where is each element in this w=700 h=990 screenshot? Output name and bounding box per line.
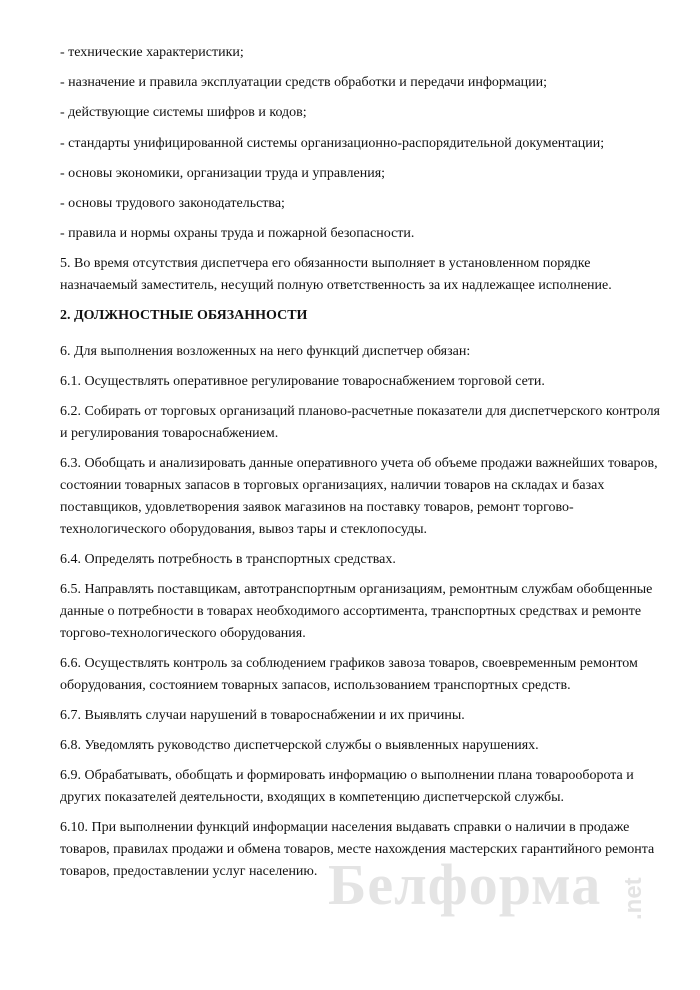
paragraph-line: 6. Для выполнения возложенных на него функций диспетчер обязан: bbox=[60, 344, 471, 360]
paragraph bbox=[60, 373, 660, 391]
duties-paragraphs bbox=[60, 343, 660, 881]
paragraph bbox=[60, 737, 660, 755]
paragraph-line: 6.2. Собирать от торговых организаций планово-расчетные показатели для диспетчерского контроля bbox=[60, 404, 660, 420]
paragraph-line: 6.1. Осуществлять оперативное регулирование товароснабжением торговой сети. bbox=[60, 374, 545, 390]
paragraph bbox=[60, 655, 660, 695]
paragraph-line: 6.5. Направлять поставщикам, автотранспортным организациям, ремонтным службам обобщенные bbox=[60, 582, 653, 598]
requirements-list bbox=[60, 44, 660, 243]
paragraph-line: 6.8. Уведомлять руководство диспетчерской службы о выявленных нарушениях. bbox=[60, 738, 539, 754]
paragraph-line: товаров, правилах продажи и обмена товаров, месте нахождения мастерских гарантийного ремонта bbox=[60, 842, 655, 858]
paragraph bbox=[60, 343, 660, 361]
list-item: - основы трудового законодательства; bbox=[60, 195, 285, 211]
paragraph-line: 6.3. Обобщать и анализировать данные оперативного учета об объеме продажи важнейших товаров, bbox=[60, 456, 658, 472]
paragraph-line: оборудования, состоянием товарных запасов, использованием транспортных средств. bbox=[60, 678, 571, 694]
paragraph-line: торгово-технологического оборудования. bbox=[60, 626, 306, 642]
paragraph-line: 5. Во время отсутствия диспетчера его обязанности выполняет в установленном порядке bbox=[60, 256, 591, 272]
intro-paragraphs bbox=[60, 255, 660, 295]
paragraph bbox=[60, 403, 660, 443]
paragraph-line: 6.7. Выявлять случаи нарушений в товароснабжении и их причины. bbox=[60, 708, 465, 724]
list-item: - действующие системы шифров и кодов; bbox=[60, 105, 307, 121]
paragraph bbox=[60, 551, 660, 569]
watermark-logo-suffix: .net bbox=[620, 877, 647, 920]
paragraph-line: данные о потребности в товарах необходимого ассортимента, транспортных средствах и ремонте bbox=[60, 604, 642, 620]
list-item: - технические характеристики; bbox=[60, 45, 244, 60]
paragraph-line: 6.4. Определять потребность в транспортных средствах. bbox=[60, 552, 396, 568]
paragraph bbox=[60, 767, 660, 807]
paragraph-line: других показателей деятельности, входящих в компетенцию диспетчерской службы. bbox=[60, 790, 565, 806]
section-heading: 2. ДОЛЖНОСТНЫЕ ОБЯЗАННОСТИ bbox=[60, 308, 308, 324]
paragraph-line: поставщиков, удовлетворения заявок магазинов на поставку товаров, ремонт торгово- bbox=[60, 500, 574, 516]
paragraph-line: товаров, предоставлении услуг населению. bbox=[60, 864, 318, 880]
watermark-logo-text: Белформа bbox=[328, 852, 602, 917]
paragraph bbox=[60, 255, 660, 295]
paragraph-line: 6.6. Осуществлять контроль за соблюдением графиков завоза товаров, своевременным ремонтом bbox=[60, 656, 638, 672]
paragraph bbox=[60, 455, 660, 539]
paragraph bbox=[60, 581, 660, 643]
paragraph-line: технологического оборудования, вывоз тары и стеклопосуды. bbox=[60, 522, 428, 538]
paragraph-line: и регулирования товароснабжением. bbox=[60, 426, 279, 442]
list-item: - стандарты унифицированной системы организационно-распорядительной документации; bbox=[60, 135, 605, 151]
list-item: - правила и нормы охраны труда и пожарной безопасности. bbox=[60, 226, 415, 242]
paragraph-line: 6.9. Обрабатывать, обобщать и формировать информацию о выполнении плана товарооборота и bbox=[60, 768, 634, 784]
paragraph-line: 6.10. При выполнении функций информации населения выдавать справки о наличии в продаже bbox=[60, 820, 630, 836]
list-item: - основы экономики, организации труда и управления; bbox=[60, 165, 386, 181]
watermark bbox=[328, 850, 700, 990]
paragraph-line: состоянии товарных запасов в торговых организациях, наличии товаров на складах и базах bbox=[60, 478, 605, 494]
paragraph-line: назначаемый заместитель, несущий полную ответственность за их надлежащее исполнение. bbox=[60, 278, 612, 294]
list-item: - назначение и правила эксплуатации средств обработки и передачи информации; bbox=[60, 75, 548, 91]
document-page bbox=[60, 44, 660, 893]
paragraph bbox=[60, 707, 660, 725]
